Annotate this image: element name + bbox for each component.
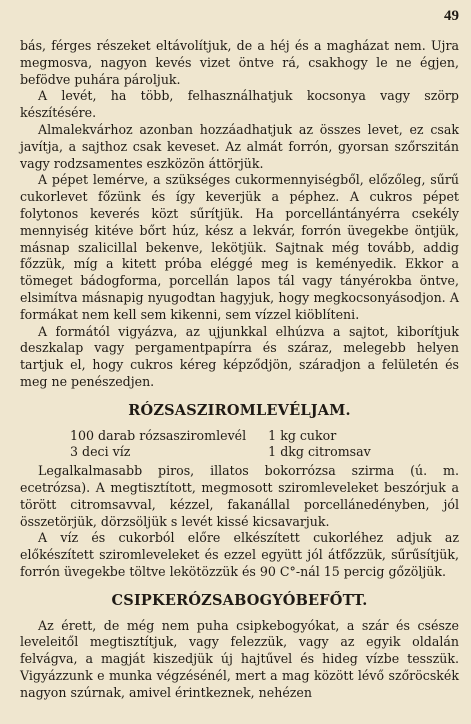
section-heading-rosehip-preserve: CSIPKERÓZSABOGYÓBEFŐTT. (111, 591, 368, 609)
paragraph-continuation: bás, férges részeket eltávolítjuk, de a héj és a magházat nem. Ujra megmosva, nagyon kevés vizet öntve rá, csakhogy le ne égjen, befödve puhára pároljuk. (20, 38, 459, 87)
ingredient-item: 1 kg cukor (268, 427, 337, 443)
paragraph-pulp-cooking: A pépet lemérve, a szükséges cukormennyiségből, előzőleg, sűrű cukorlevet főzünk és így keverjük a péphez. A cukros pépet folytonos keverés közt sűrítjük. Ha porcellántányérra csekély mennyiség kitéve bőrt húz, kész a lekvár, forrón üvegekbe öntjük, másnap szalicillal bekenve, lekötjük. Sajtnak még tovább, addig főzzük, míg a kitett próba eléggé meg is keményedik. Ekkor a tömeget bádogforma, porcellán lapos tál vagy tányérokba öntve, elsimítva másnapig nyugodtan hagyjuk, hogy megkocsonyásodjon. A formákat nem kell sem kikenni, sem vízzel kiöblíteni. (20, 172, 459, 322)
page-text-body (20, 38, 459, 701)
paragraph-mold-removal: A formától vigyázva, az ujjunkkal elhúzva a sajtot, kiborítjuk deszkalap vagy pergamentpapírra és száraz, melegebb helyen tartjuk el, hogy cukros kéreg képződjön, száradjon a felületén és meg ne penészedjen. (20, 323, 459, 389)
paragraph-apple-jam: Almalekvárhoz azonban hozzáadhatjuk az összes levet, ez csak javítja, a sajthoz csak keveset. Az almát forrón, gyorsan szőrszitán vagy rodzsamentes eszközön áttörjük. (20, 121, 459, 171)
paragraph-rose-petal-prep: Legalkalmasabb piros, illatos bokorrózsa szirma (ú. m. ecetrózsa). A megtisztított, megmosott sziromleveleket beszórjuk a törött citromsavval, kézzel, fakanállal porcellánedényben, jól összetörjük, dörzsöljük s levét kissé kicsavarjuk. (20, 463, 459, 529)
ingredient-item: 100 darab rózsasziromlevél (70, 427, 247, 443)
ingredient-item: 1 dkg citromsav (268, 444, 371, 460)
paragraph-juice-use: A levét, ha több, felhasználhatjuk kocsonya vagy szörp készítésére. (20, 88, 459, 121)
paragraph-rosehip-prep: Az érett, de még nem puha csipkebogyókat, a szár és csésze leveleitől megtisztítjuk, vagy felezzük, vagy az egyik oldalán felvágva, a magját kiszedjük új hajtűvel és hideg vízbe tesszük. Vigyázzunk e munka végzésénél, mert a mag között lévő szőröcskék nagyon szúrnak, amivel érintkeznek, nehézen (20, 617, 459, 700)
section-heading-rose-petal-jam: RÓZSASZIROMLEVÉLJAM. (128, 401, 351, 419)
ingredient-item: 3 deci víz (70, 444, 131, 460)
page-number: 49 (444, 8, 459, 24)
paragraph-rose-petal-cook: A víz és cukorból előre elkészített cukorléhez adjuk az előkészített sziromleveleket és ezzel együtt jól átfőzzük, sűrűsítjük, forrón üvegekbe töltve lekötözzük és 90 C°-nál 15 percig gőzöljük. (20, 530, 459, 579)
ingredient-list-rose-petal-jam (20, 428, 459, 462)
